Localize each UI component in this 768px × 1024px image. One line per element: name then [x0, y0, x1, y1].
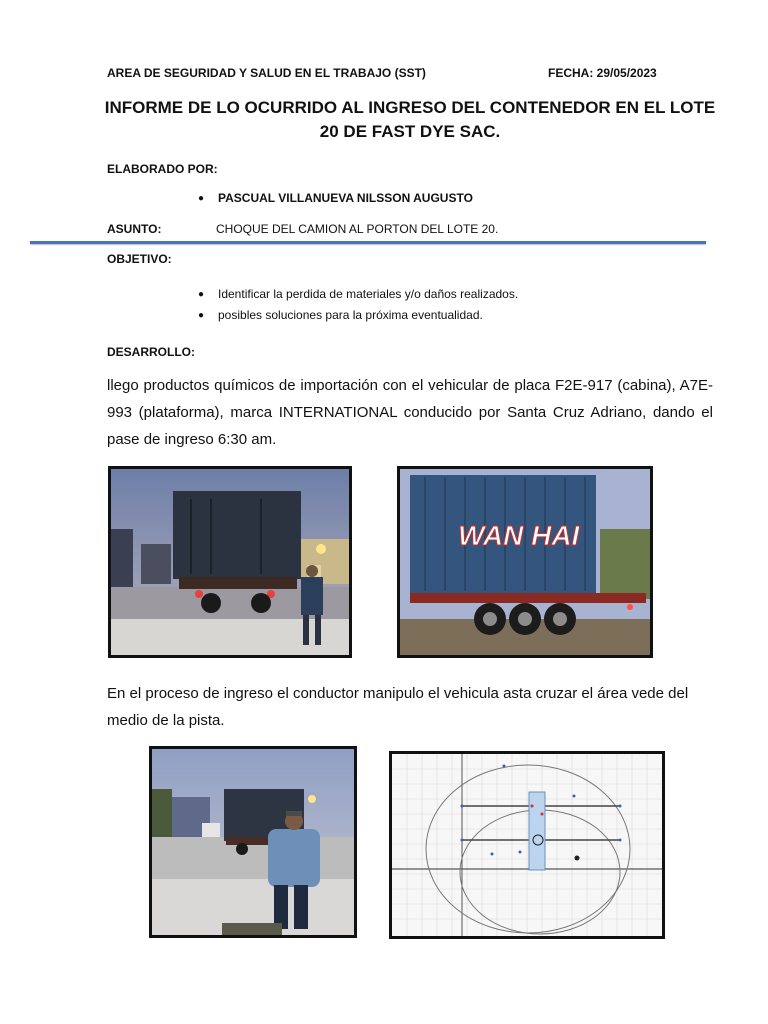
- bullet-icon: ●: [198, 193, 205, 204]
- photo-trajectory-diagram: [389, 751, 665, 939]
- bullet-icon: ●: [198, 289, 205, 300]
- bullet-icon: ●: [198, 310, 205, 321]
- desarrollo-paragraph-2: En el proceso de ingreso el conductor manipulo el vehicula asta cruzar el área vede del medio de la pista.: [107, 685, 689, 729]
- objetivo-item: posibles soluciones para la próxima eventualidad.: [218, 308, 483, 322]
- asunto-label: ASUNTO:: [107, 222, 162, 236]
- photo-worker-watching: [149, 746, 357, 938]
- report-title-line2: 20 DE FAST DYE SAC.: [319, 122, 501, 141]
- photo-truck-rear: [108, 466, 352, 658]
- photo-container-side: [397, 466, 653, 658]
- asunto-value: CHOQUE DEL CAMION AL PORTON DEL LOTE 20.: [216, 222, 499, 236]
- objetivo-item: Identificar la perdida de materiales y/o daños realizados.: [218, 287, 519, 301]
- desarrollo-label: DESARROLLO:: [107, 345, 195, 359]
- area-header: AREA DE SEGURIDAD Y SALUD EN EL TRABAJO (SST): [107, 66, 426, 80]
- container-sign: WAN HAI: [458, 520, 580, 551]
- objetivo-label: OBJETIVO:: [107, 252, 172, 266]
- desarrollo-paragraph-1: llego productos químicos de importación con el vehicular de placa F2E-917 (cabina), A7E-993 (plataforma), marca INTERNATIONAL conducido por Santa Cruz Adriano, dando el pase de ingreso 6:30 am.: [107, 377, 713, 448]
- report-title: [100, 96, 720, 144]
- elaborado-label: ELABORADO POR:: [107, 162, 218, 176]
- date-header: FECHA: 29/05/2023: [548, 66, 657, 80]
- elaborado-name: PASCUAL VILLANUEVA NILSSON AUGUSTO: [218, 191, 473, 205]
- report-title-line1: INFORME DE LO OCURRIDO AL INGRESO DEL CONTENEDOR EN EL LOTE: [104, 98, 716, 117]
- section-divider: [30, 241, 706, 244]
